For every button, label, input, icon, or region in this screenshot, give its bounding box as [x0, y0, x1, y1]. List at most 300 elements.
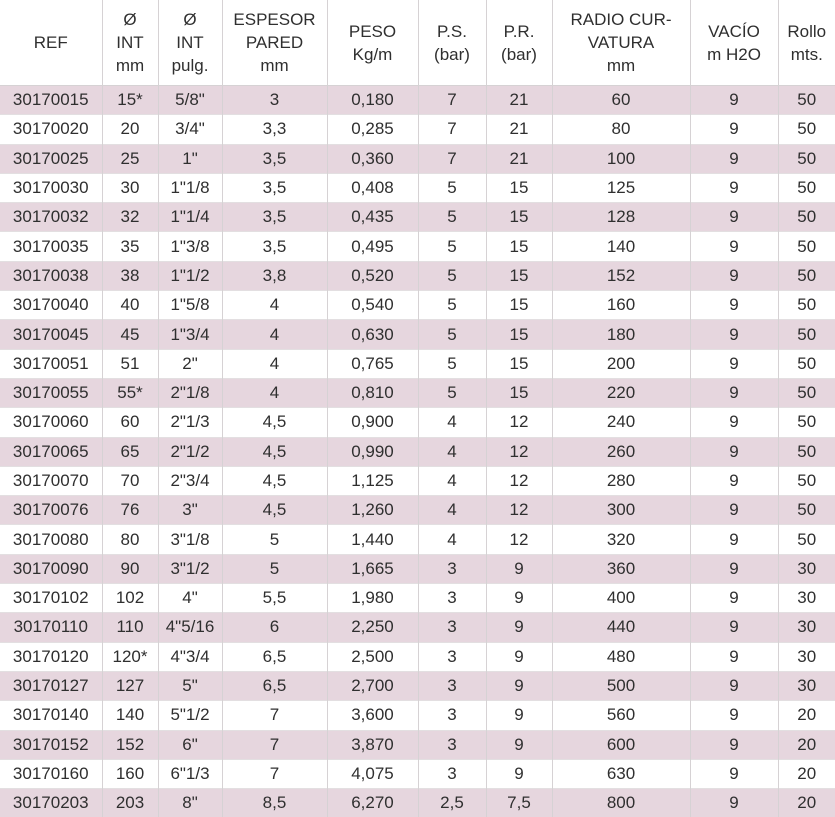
cell-pr: 15	[486, 291, 552, 320]
cell-pared: 4	[222, 378, 327, 407]
cell-rollo: 20	[778, 730, 835, 759]
cell-rollo: 20	[778, 759, 835, 788]
cell-rollo: 30	[778, 613, 835, 642]
cell-vacio: 9	[690, 232, 778, 261]
cell-int_in: 4"3/4	[158, 642, 222, 671]
cell-pr: 15	[486, 203, 552, 232]
column-header-radio	[552, 0, 690, 86]
cell-vacio: 9	[690, 496, 778, 525]
table-row	[0, 496, 835, 525]
cell-peso: 2,250	[327, 613, 418, 642]
table-row	[0, 408, 835, 437]
cell-radio: 440	[552, 613, 690, 642]
cell-int_mm: 70	[102, 466, 158, 495]
cell-ref: 30170015	[0, 86, 102, 115]
table-row	[0, 291, 835, 320]
cell-ps: 5	[418, 232, 486, 261]
cell-int_in: 5/8"	[158, 86, 222, 115]
cell-pr: 15	[486, 320, 552, 349]
cell-ref: 30170035	[0, 232, 102, 261]
cell-int_in: 4"5/16	[158, 613, 222, 642]
column-header-line: m H2O	[707, 44, 761, 64]
cell-int_in: 2"3/4	[158, 466, 222, 495]
cell-int_mm: 110	[102, 613, 158, 642]
table-row	[0, 144, 835, 173]
cell-peso: 0,180	[327, 86, 418, 115]
cell-vacio: 9	[690, 554, 778, 583]
cell-int_mm: 38	[102, 261, 158, 290]
cell-ps: 2,5	[418, 789, 486, 817]
cell-rollo: 50	[778, 496, 835, 525]
cell-int_in: 2"1/2	[158, 437, 222, 466]
cell-int_mm: 80	[102, 525, 158, 554]
cell-int_in: 2"	[158, 349, 222, 378]
cell-ref: 30170038	[0, 261, 102, 290]
cell-ref: 30170020	[0, 115, 102, 144]
column-header-vacio	[690, 0, 778, 86]
cell-pr: 21	[486, 86, 552, 115]
cell-radio: 630	[552, 759, 690, 788]
cell-ps: 3	[418, 759, 486, 788]
cell-pr: 15	[486, 232, 552, 261]
cell-peso: 0,900	[327, 408, 418, 437]
column-header-line: P.S.	[437, 21, 467, 41]
column-header-line: VACÍO	[708, 21, 760, 41]
cell-ref: 30170080	[0, 525, 102, 554]
cell-ps: 3	[418, 613, 486, 642]
cell-rollo: 50	[778, 320, 835, 349]
cell-peso: 1,980	[327, 584, 418, 613]
cell-int_mm: 120*	[102, 642, 158, 671]
cell-int_in: 8"	[158, 789, 222, 817]
cell-int_mm: 160	[102, 759, 158, 788]
cell-int_in: 3"1/8	[158, 525, 222, 554]
cell-radio: 320	[552, 525, 690, 554]
cell-vacio: 9	[690, 466, 778, 495]
cell-vacio: 9	[690, 408, 778, 437]
cell-pr: 9	[486, 730, 552, 759]
cell-radio: 600	[552, 730, 690, 759]
cell-ps: 4	[418, 466, 486, 495]
column-header-int_mm	[102, 0, 158, 86]
table-header	[0, 0, 835, 86]
table-row	[0, 671, 835, 700]
cell-pr: 9	[486, 701, 552, 730]
cell-ref: 30170102	[0, 584, 102, 613]
table-row	[0, 203, 835, 232]
cell-ref: 30170040	[0, 291, 102, 320]
cell-ref: 30170045	[0, 320, 102, 349]
cell-peso: 0,990	[327, 437, 418, 466]
cell-int_in: 1"1/8	[158, 173, 222, 202]
column-header-line: Kg/m	[352, 44, 393, 64]
table-row	[0, 789, 835, 817]
cell-rollo: 50	[778, 144, 835, 173]
cell-peso: 0,520	[327, 261, 418, 290]
cell-rollo: 20	[778, 789, 835, 817]
cell-ps: 5	[418, 291, 486, 320]
cell-pared: 5,5	[222, 584, 327, 613]
cell-int_mm: 25	[102, 144, 158, 173]
cell-int_mm: 65	[102, 437, 158, 466]
cell-peso: 0,765	[327, 349, 418, 378]
cell-pared: 3,5	[222, 173, 327, 202]
cell-radio: 260	[552, 437, 690, 466]
cell-ref: 30170051	[0, 349, 102, 378]
cell-vacio: 9	[690, 349, 778, 378]
cell-int_in: 1"	[158, 144, 222, 173]
cell-pr: 12	[486, 525, 552, 554]
table-row	[0, 232, 835, 261]
cell-vacio: 9	[690, 613, 778, 642]
cell-radio: 240	[552, 408, 690, 437]
cell-vacio: 9	[690, 759, 778, 788]
cell-vacio: 9	[690, 437, 778, 466]
table-row	[0, 613, 835, 642]
cell-ps: 3	[418, 554, 486, 583]
cell-int_in: 6"	[158, 730, 222, 759]
cell-ref: 30170127	[0, 671, 102, 700]
cell-peso: 4,075	[327, 759, 418, 788]
column-header-line: P.R.	[503, 21, 535, 41]
cell-ps: 3	[418, 584, 486, 613]
cell-ps: 5	[418, 349, 486, 378]
column-header-line: (bar)	[501, 44, 537, 64]
cell-pr: 12	[486, 496, 552, 525]
cell-int_mm: 76	[102, 496, 158, 525]
cell-ref: 30170152	[0, 730, 102, 759]
cell-peso: 0,810	[327, 378, 418, 407]
cell-peso: 2,700	[327, 671, 418, 700]
column-header-ps	[418, 0, 486, 86]
cell-pared: 4	[222, 349, 327, 378]
column-header-line: INT	[176, 33, 204, 52]
cell-vacio: 9	[690, 789, 778, 817]
cell-pr: 9	[486, 642, 552, 671]
cell-ps: 3	[418, 730, 486, 759]
header-row	[0, 0, 835, 86]
table-body	[0, 86, 835, 817]
cell-peso: 0,540	[327, 291, 418, 320]
cell-pared: 5	[222, 525, 327, 554]
cell-radio: 180	[552, 320, 690, 349]
cell-pared: 7	[222, 701, 327, 730]
cell-int_mm: 30	[102, 173, 158, 202]
cell-ps: 4	[418, 408, 486, 437]
cell-ps: 5	[418, 320, 486, 349]
column-header-line: mts.	[790, 44, 823, 64]
cell-int_in: 2"1/3	[158, 408, 222, 437]
cell-pr: 9	[486, 613, 552, 642]
table-row	[0, 349, 835, 378]
cell-rollo: 50	[778, 232, 835, 261]
cell-vacio: 9	[690, 378, 778, 407]
cell-ref: 30170203	[0, 789, 102, 817]
cell-int_in: 3"1/2	[158, 554, 222, 583]
cell-pared: 3,8	[222, 261, 327, 290]
cell-radio: 220	[552, 378, 690, 407]
cell-pr: 9	[486, 759, 552, 788]
cell-pr: 9	[486, 584, 552, 613]
table-row	[0, 701, 835, 730]
cell-int_in: 3"	[158, 496, 222, 525]
cell-ref: 30170025	[0, 144, 102, 173]
cell-radio: 200	[552, 349, 690, 378]
cell-pared: 3,5	[222, 232, 327, 261]
cell-vacio: 9	[690, 261, 778, 290]
cell-pr: 21	[486, 115, 552, 144]
cell-int_mm: 140	[102, 701, 158, 730]
cell-rollo: 50	[778, 525, 835, 554]
table-row	[0, 86, 835, 115]
column-header-line: PESO	[348, 21, 397, 41]
cell-pr: 12	[486, 408, 552, 437]
cell-peso: 0,435	[327, 203, 418, 232]
cell-rollo: 30	[778, 584, 835, 613]
cell-int_mm: 51	[102, 349, 158, 378]
cell-ps: 7	[418, 144, 486, 173]
cell-ps: 5	[418, 203, 486, 232]
cell-peso: 0,630	[327, 320, 418, 349]
cell-rollo: 50	[778, 466, 835, 495]
cell-pared: 3,3	[222, 115, 327, 144]
cell-vacio: 9	[690, 86, 778, 115]
column-header-line: Rollo	[787, 21, 827, 41]
cell-ref: 30170120	[0, 642, 102, 671]
column-header-line: Ø	[123, 10, 137, 29]
cell-radio: 80	[552, 115, 690, 144]
cell-vacio: 9	[690, 671, 778, 700]
table-row	[0, 759, 835, 788]
cell-ps: 4	[418, 496, 486, 525]
cell-pr: 15	[486, 173, 552, 202]
cell-pr: 9	[486, 671, 552, 700]
cell-int_mm: 90	[102, 554, 158, 583]
cell-radio: 100	[552, 144, 690, 173]
column-header-line: PARED	[245, 33, 304, 52]
cell-peso: 0,285	[327, 115, 418, 144]
cell-pared: 6,5	[222, 671, 327, 700]
cell-vacio: 9	[690, 320, 778, 349]
cell-peso: 0,495	[327, 232, 418, 261]
cell-ref: 30170110	[0, 613, 102, 642]
cell-ref: 30170055	[0, 378, 102, 407]
cell-radio: 500	[552, 671, 690, 700]
cell-vacio: 9	[690, 584, 778, 613]
cell-radio: 400	[552, 584, 690, 613]
cell-peso: 2,500	[327, 642, 418, 671]
cell-int_in: 5"1/2	[158, 701, 222, 730]
cell-peso: 1,260	[327, 496, 418, 525]
table-row	[0, 554, 835, 583]
cell-ref: 30170065	[0, 437, 102, 466]
cell-ps: 4	[418, 437, 486, 466]
cell-peso: 1,125	[327, 466, 418, 495]
column-header-peso	[327, 0, 418, 86]
cell-rollo: 50	[778, 203, 835, 232]
cell-ref: 30170060	[0, 408, 102, 437]
cell-radio: 152	[552, 261, 690, 290]
cell-vacio: 9	[690, 730, 778, 759]
cell-rollo: 50	[778, 349, 835, 378]
cell-pared: 6,5	[222, 642, 327, 671]
cell-int_in: 1"1/4	[158, 203, 222, 232]
cell-pr: 9	[486, 554, 552, 583]
cell-rollo: 30	[778, 642, 835, 671]
cell-peso: 0,408	[327, 173, 418, 202]
cell-rollo: 50	[778, 173, 835, 202]
cell-vacio: 9	[690, 525, 778, 554]
cell-radio: 800	[552, 789, 690, 817]
cell-ps: 3	[418, 701, 486, 730]
table-row	[0, 115, 835, 144]
column-header-line: INT	[116, 33, 144, 52]
table-row	[0, 642, 835, 671]
cell-ps: 7	[418, 86, 486, 115]
cell-pr: 15	[486, 349, 552, 378]
table-row	[0, 730, 835, 759]
cell-ref: 30170160	[0, 759, 102, 788]
cell-ps: 5	[418, 173, 486, 202]
table-row	[0, 378, 835, 407]
cell-pared: 3,5	[222, 203, 327, 232]
cell-int_mm: 20	[102, 115, 158, 144]
cell-int_mm: 15*	[102, 86, 158, 115]
cell-vacio: 9	[690, 115, 778, 144]
cell-int_mm: 60	[102, 408, 158, 437]
cell-pared: 4	[222, 291, 327, 320]
cell-int_in: 4"	[158, 584, 222, 613]
column-header-line: Ø	[183, 10, 197, 29]
column-header-line: ESPESOR	[233, 10, 316, 29]
cell-rollo: 50	[778, 437, 835, 466]
cell-vacio: 9	[690, 642, 778, 671]
cell-radio: 280	[552, 466, 690, 495]
cell-int_in: 3/4"	[158, 115, 222, 144]
cell-peso: 1,665	[327, 554, 418, 583]
cell-pared: 4	[222, 320, 327, 349]
cell-peso: 3,600	[327, 701, 418, 730]
cell-peso: 0,360	[327, 144, 418, 173]
table-row	[0, 525, 835, 554]
cell-ref: 30170090	[0, 554, 102, 583]
cell-int_mm: 102	[102, 584, 158, 613]
column-header-rollo	[778, 0, 835, 86]
column-header-line: REF	[33, 33, 68, 52]
cell-rollo: 20	[778, 701, 835, 730]
cell-ref: 30170030	[0, 173, 102, 202]
column-header-line: mm	[115, 56, 145, 75]
cell-pr: 21	[486, 144, 552, 173]
cell-int_in: 1"3/8	[158, 232, 222, 261]
cell-vacio: 9	[690, 173, 778, 202]
cell-pared: 3,5	[222, 144, 327, 173]
cell-int_in: 1"3/4	[158, 320, 222, 349]
cell-int_in: 6"1/3	[158, 759, 222, 788]
cell-ref: 30170070	[0, 466, 102, 495]
cell-pared: 5	[222, 554, 327, 583]
cell-pared: 4,5	[222, 437, 327, 466]
cell-peso: 3,870	[327, 730, 418, 759]
cell-int_mm: 35	[102, 232, 158, 261]
column-header-int_in	[158, 0, 222, 86]
cell-pr: 12	[486, 466, 552, 495]
cell-radio: 360	[552, 554, 690, 583]
cell-int_mm: 32	[102, 203, 158, 232]
column-header-line: mm	[260, 56, 289, 75]
table-row	[0, 437, 835, 466]
cell-pr: 15	[486, 378, 552, 407]
cell-vacio: 9	[690, 701, 778, 730]
cell-ps: 7	[418, 115, 486, 144]
cell-rollo: 50	[778, 378, 835, 407]
cell-ps: 5	[418, 378, 486, 407]
cell-pared: 8,5	[222, 789, 327, 817]
cell-pared: 7	[222, 730, 327, 759]
cell-pared: 3	[222, 86, 327, 115]
cell-peso: 1,440	[327, 525, 418, 554]
cell-int_mm: 152	[102, 730, 158, 759]
cell-ps: 3	[418, 671, 486, 700]
table-row	[0, 466, 835, 495]
cell-rollo: 50	[778, 408, 835, 437]
cell-int_mm: 203	[102, 789, 158, 817]
cell-ps: 5	[418, 261, 486, 290]
cell-rollo: 50	[778, 86, 835, 115]
cell-pared: 6	[222, 613, 327, 642]
table-row	[0, 173, 835, 202]
cell-ps: 4	[418, 525, 486, 554]
cell-pr: 15	[486, 261, 552, 290]
cell-int_mm: 55*	[102, 378, 158, 407]
cell-int_in: 1"5/8	[158, 291, 222, 320]
cell-ps: 3	[418, 642, 486, 671]
column-header-line: mm	[606, 56, 636, 75]
cell-int_mm: 40	[102, 291, 158, 320]
cell-ref: 30170032	[0, 203, 102, 232]
cell-radio: 60	[552, 86, 690, 115]
cell-radio: 140	[552, 232, 690, 261]
cell-int_in: 5"	[158, 671, 222, 700]
cell-radio: 480	[552, 642, 690, 671]
cell-peso: 6,270	[327, 789, 418, 817]
cell-vacio: 9	[690, 203, 778, 232]
cell-int_mm: 127	[102, 671, 158, 700]
cell-radio: 125	[552, 173, 690, 202]
cell-vacio: 9	[690, 144, 778, 173]
cell-radio: 560	[552, 701, 690, 730]
cell-int_in: 2"1/8	[158, 378, 222, 407]
cell-pr: 12	[486, 437, 552, 466]
cell-pared: 4,5	[222, 408, 327, 437]
cell-rollo: 30	[778, 554, 835, 583]
column-header-pared	[222, 0, 327, 86]
column-header-pr	[486, 0, 552, 86]
cell-int_mm: 45	[102, 320, 158, 349]
cell-radio: 300	[552, 496, 690, 525]
cell-rollo: 50	[778, 115, 835, 144]
cell-int_in: 1"1/2	[158, 261, 222, 290]
table-row	[0, 261, 835, 290]
column-header-line: VATURA	[587, 33, 655, 52]
cell-rollo: 50	[778, 291, 835, 320]
column-header-line: RADIO CUR-	[570, 10, 672, 29]
cell-ref: 30170076	[0, 496, 102, 525]
cell-radio: 128	[552, 203, 690, 232]
cell-pared: 4,5	[222, 466, 327, 495]
table-row	[0, 320, 835, 349]
cell-pared: 7	[222, 759, 327, 788]
